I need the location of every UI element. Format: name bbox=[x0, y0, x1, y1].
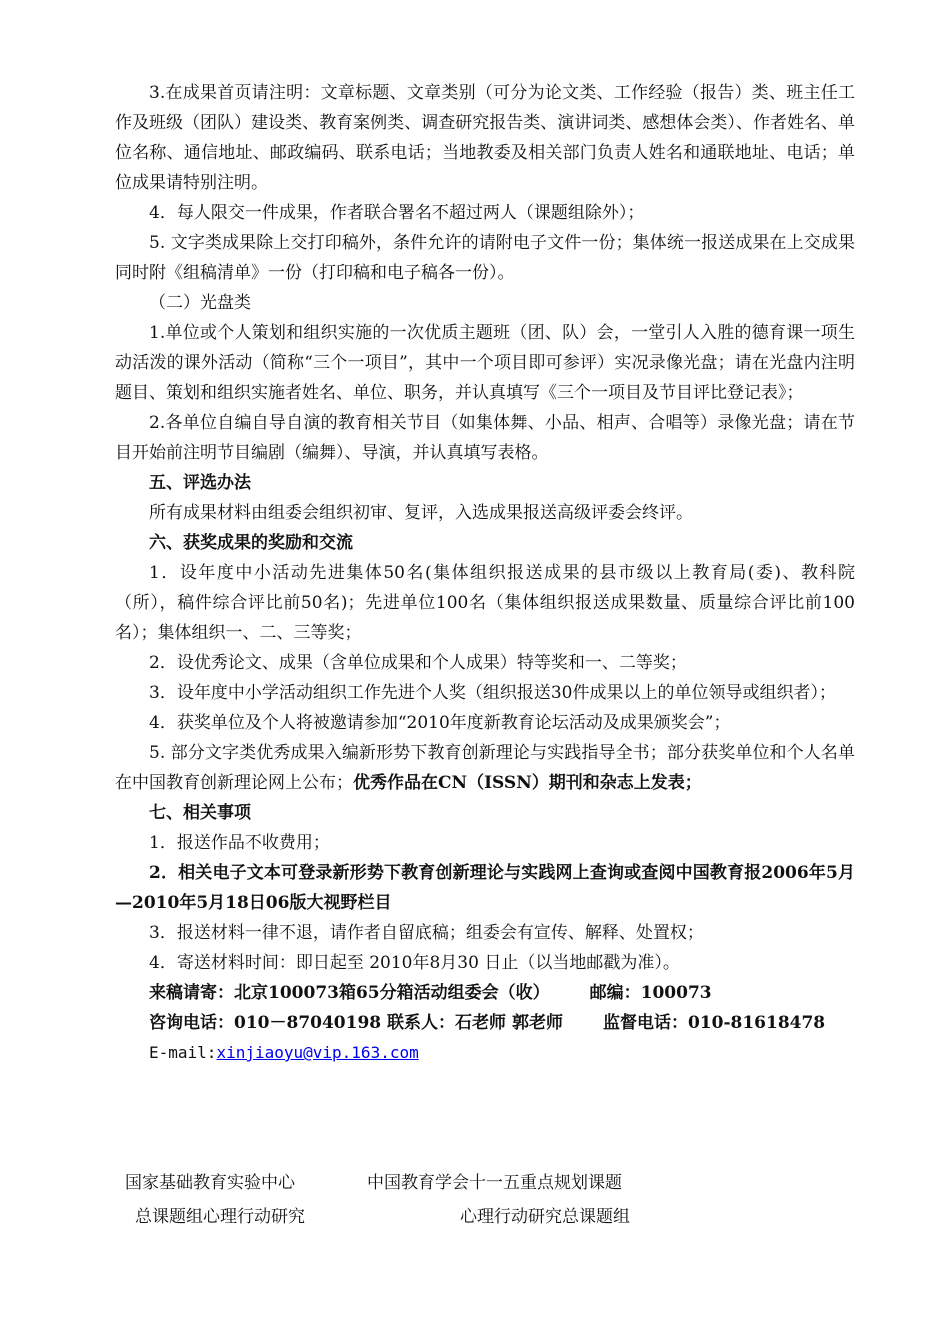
contact-address-line bbox=[115, 978, 855, 1008]
paragraph-award-2: 2．设优秀论文、成果（含单位成果和个人成果）特等奖和一、二等奖； bbox=[149, 653, 687, 673]
paragraph-disc-1: 1.单位或个人策划和组织实施的一次优质主题班（团、队）会，一堂引人入胜的德育课一项生动活泼的课外活动（简称“三个一项目”，其中一个项目即可参评）实况录像光盘；请在光盘内注明题目、策划和组织实施者姓名、单位、职务，并认真填写《三个一项目及节目评比登记表》； bbox=[115, 323, 855, 403]
contact-persons: 联系人：石老师 郭老师 bbox=[387, 1013, 563, 1033]
section-heading-5: 五、评选办法 bbox=[149, 473, 251, 493]
paragraph-item4: 4．每人限交一件成果，作者联合署名不超过两人（课题组除外）； bbox=[149, 203, 645, 223]
signature-left-1: 国家基础教育实验中心 bbox=[125, 1173, 295, 1193]
email-label: E-mail: bbox=[149, 1043, 217, 1062]
section-heading-disc: （二）光盘类 bbox=[149, 293, 251, 313]
paragraph-award-5 bbox=[115, 738, 855, 798]
paragraph-matter-1: 1．报送作品不收费用； bbox=[149, 833, 330, 853]
paragraph-award-1: 1．设年度中小活动先进集体50名(集体组织报送成果的县市级以上教育局(委)、教科院（所），稿件综合评比前50名)；先进单位100名（集体组织报送成果数量、质量综合评比前100名）；集体组织一、二、三等奖； bbox=[115, 563, 855, 643]
email-link[interactable]: xinjiaoyu@vip.163.com bbox=[216, 1043, 419, 1062]
section-heading-7: 七、相关事项 bbox=[149, 803, 251, 823]
paragraph-award-5-bold: 优秀作品在CN（ISSN）期刊和杂志上发表； bbox=[353, 773, 702, 793]
contact-supervise: 监督电话：010-81618478 bbox=[602, 1013, 826, 1033]
paragraph-award-5-text: 5. 部分文字类优秀成果入编新形势下教育创新理论与实践指导全书；部分获奖单位和个人名单在中国教育创新理论网上公布； bbox=[115, 743, 855, 793]
signature-right-1: 中国教育学会十一五重点规划课题 bbox=[367, 1173, 622, 1193]
paragraph-matter-4: 4．寄送材料时间：即日起至 2010年8月30 日止（以当地邮戳为准）。 bbox=[149, 953, 680, 973]
paragraph-award-3: 3．设年度中小学活动组织工作先进个人奖（组织报送30件成果以上的单位领导或组织者）； bbox=[149, 683, 836, 703]
paragraph-item5: 5. 文字类成果除上交打印稿外，条件允许的请附电子文件一份；集体统一报送成果在上交成果同时附《组稿清单》一份（打印稿和电子稿各一份）。 bbox=[115, 233, 855, 283]
contact-email-line bbox=[115, 1038, 855, 1068]
paragraph-matter-3: 3．报送材料一律不退，请作者自留底稿；组委会有宣传、解释、处置权； bbox=[149, 923, 704, 943]
paragraph-selection: 所有成果材料由组委会组织初审、复评，入选成果报送高级评委会终评。 bbox=[149, 503, 693, 523]
signature-left-2: 总课题组心理行动研究 bbox=[135, 1207, 305, 1227]
paragraph-item3: 3.在成果首页请注明：文章标题、文章类别（可分为论文类、工作经验（报告）类、班主任工作及班级（团队）建设类、教育案例类、调查研究报告类、演讲词类、感想体会类）、作者姓名、单位名称、通信地址、邮政编码、联系电话；当地教委及相关部门负责人姓名和通联地址、电话；单位成果请特别注明。 bbox=[115, 83, 855, 193]
contact-address: 来稿请寄：北京100073箱65分箱活动组委会（收） bbox=[149, 983, 550, 1003]
signature-right-2: 心理行动研究总课题组 bbox=[460, 1207, 630, 1227]
paragraph-matter-2: 2．相关电子文本可登录新形势下教育创新理论与实践网上查询或查阅中国教育报2006年5月—2010年5月18日06版大视野栏目 bbox=[115, 863, 855, 913]
paragraph-disc-2: 2.各单位自编自导自演的教育相关节目（如集体舞、小品、相声、合唱等）录像光盘；请在节目开始前注明节目编剧（编舞）、导演，并认真填写表格。 bbox=[115, 413, 855, 463]
document-body bbox=[115, 78, 855, 1068]
contact-phone: 咨询电话：010－87040198 bbox=[149, 1013, 382, 1033]
paragraph-award-4: 4．获奖单位及个人将被邀请参加“2010年度新教育论坛活动及成果颁奖会”； bbox=[149, 713, 731, 733]
section-heading-6: 六、获奖成果的奖励和交流 bbox=[149, 533, 353, 553]
contact-postcode: 邮编：100073 bbox=[589, 983, 712, 1003]
contact-phone-line bbox=[115, 1008, 855, 1038]
